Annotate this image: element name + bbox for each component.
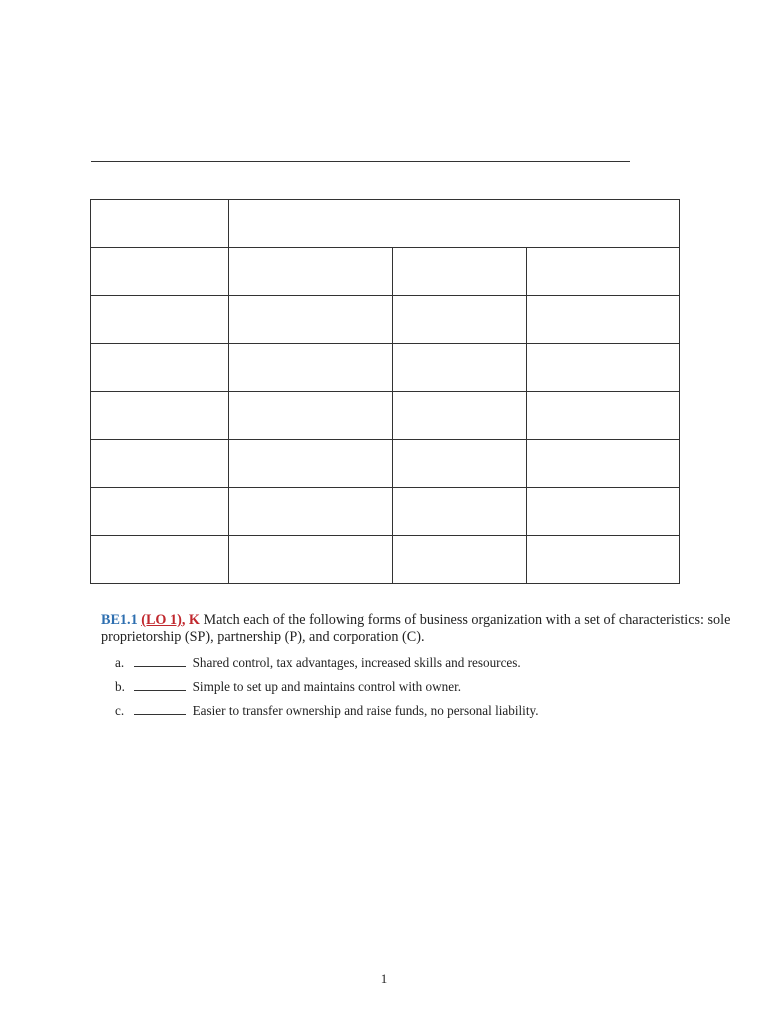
blank-table	[90, 199, 680, 584]
list-item	[115, 703, 539, 727]
table-cell	[91, 488, 229, 536]
table-cell	[393, 344, 527, 392]
table-cell	[393, 488, 527, 536]
table-cell	[229, 488, 393, 536]
answer-blank[interactable]	[134, 703, 186, 715]
answer-blank[interactable]	[134, 655, 186, 667]
table-cell	[229, 296, 393, 344]
table-row	[91, 488, 680, 536]
table-cell	[527, 536, 680, 584]
answer-blank[interactable]	[134, 679, 186, 691]
item-text: Easier to transfer ownership and raise funds, no personal liability.	[192, 703, 539, 718]
title-underline	[91, 161, 630, 162]
page-number: 1	[380, 971, 388, 986]
table-cell	[393, 392, 527, 440]
table-cell	[229, 200, 680, 248]
item-letter: c.	[115, 703, 125, 718]
table-row	[91, 296, 680, 344]
item-letter: b.	[115, 679, 125, 694]
table-cell	[527, 488, 680, 536]
table-cell	[91, 440, 229, 488]
item-text: Simple to set up and maintains control with owner.	[192, 679, 462, 694]
table-row	[91, 440, 680, 488]
learning-objective: (LO 1)	[141, 612, 182, 628]
difficulty-level: , K	[181, 612, 200, 628]
list-item	[115, 655, 539, 679]
table-cell	[229, 248, 393, 296]
table-cell	[229, 392, 393, 440]
list-item	[115, 679, 539, 703]
table-cell	[527, 440, 680, 488]
table-cell	[393, 296, 527, 344]
item-letter: a.	[115, 655, 125, 670]
table-cell	[527, 344, 680, 392]
table-cell	[229, 536, 393, 584]
table-cell	[229, 344, 393, 392]
table-cell	[91, 344, 229, 392]
exercise-text: Match each of the following forms of business organization with a set of characteristics: sole proprietorship (SP), partnership (P), and corporation (C).	[101, 612, 731, 645]
table-cell	[527, 296, 680, 344]
table-cell	[91, 200, 229, 248]
table-cell	[527, 392, 680, 440]
table-cell	[393, 536, 527, 584]
exercise-code: BE1.1	[101, 612, 138, 628]
table-row	[91, 248, 680, 296]
table-cell	[393, 248, 527, 296]
exercise-prompt	[101, 612, 766, 646]
table-row	[91, 344, 680, 392]
table-cell	[527, 248, 680, 296]
table-cell	[91, 392, 229, 440]
table-cell	[91, 296, 229, 344]
table-row	[91, 200, 680, 248]
table-cell	[229, 440, 393, 488]
table-cell	[91, 248, 229, 296]
item-text: Shared control, tax advantages, increased skills and resources.	[192, 655, 521, 670]
table-cell	[393, 440, 527, 488]
table-row	[91, 392, 680, 440]
answer-list	[115, 655, 539, 727]
table-cell	[91, 536, 229, 584]
table-row	[91, 536, 680, 584]
